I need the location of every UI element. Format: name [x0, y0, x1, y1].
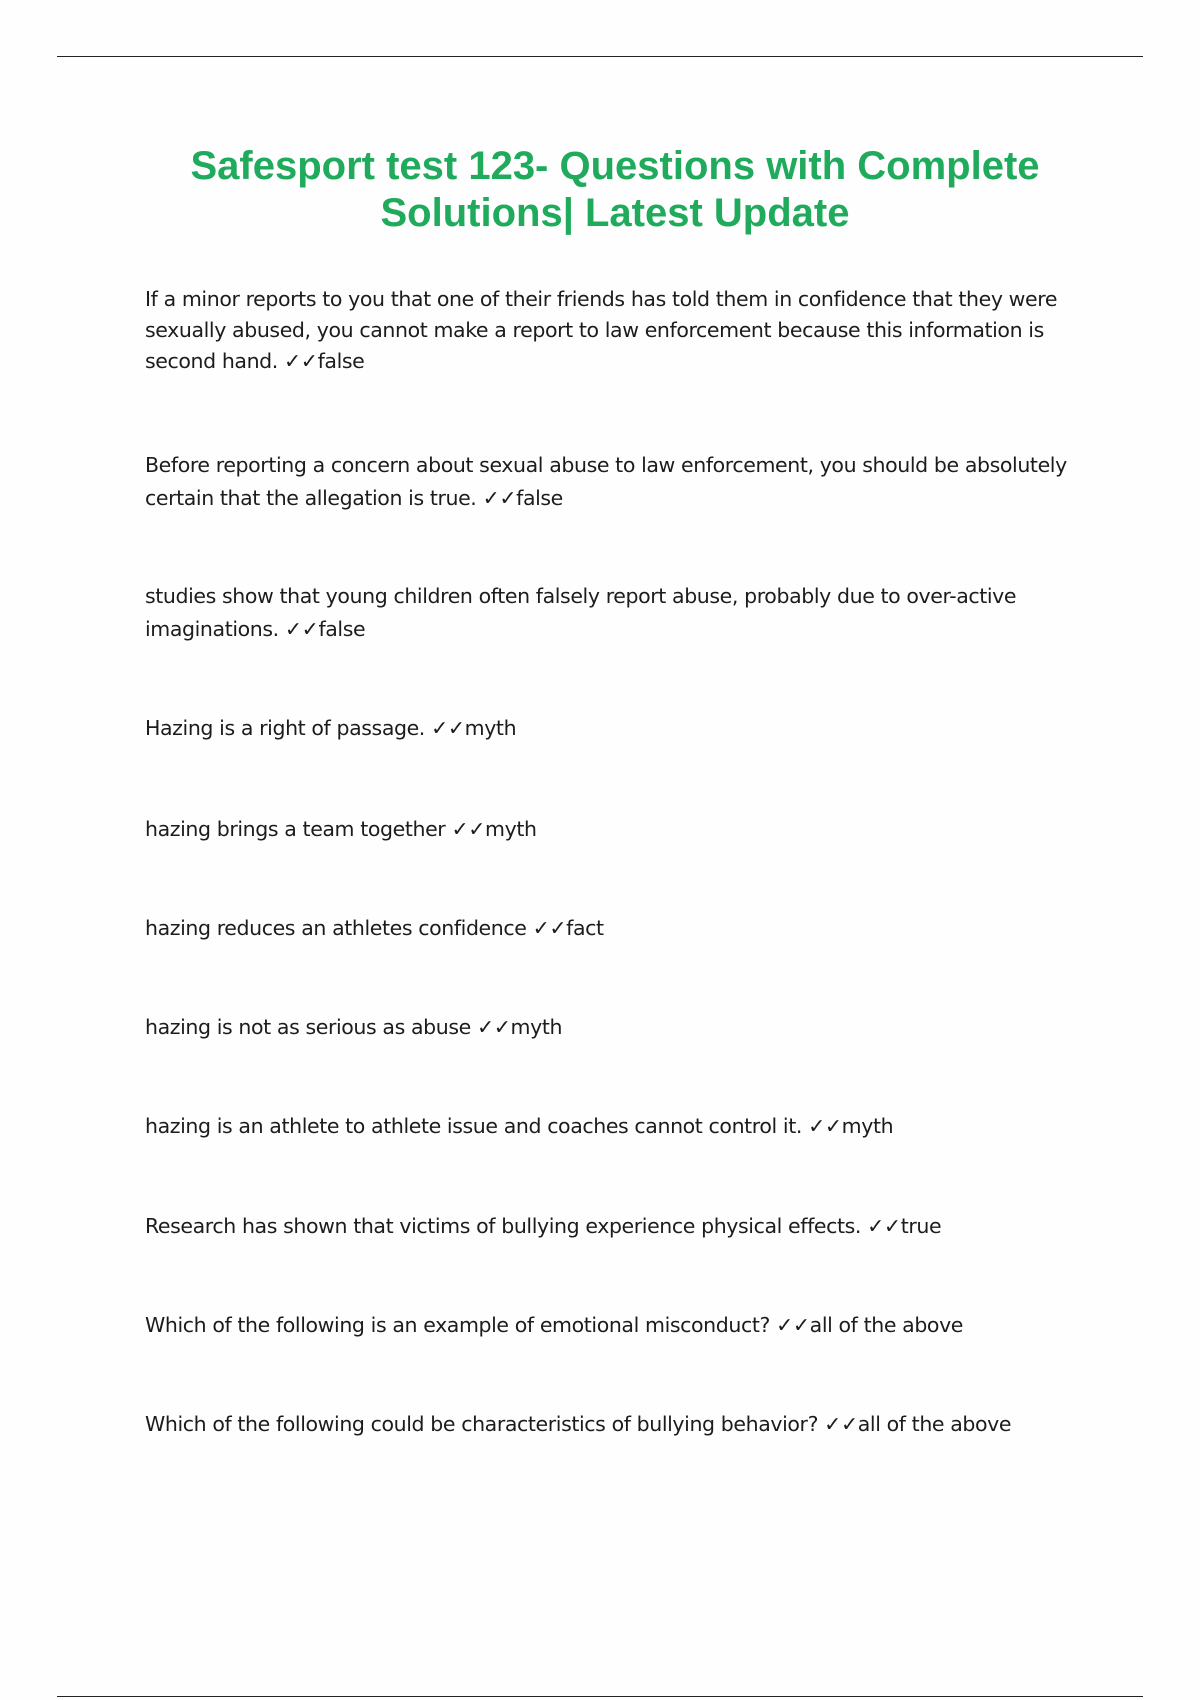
question-text: hazing brings a team together	[145, 817, 446, 841]
footer-rule	[57, 1696, 1143, 1697]
question-text: Hazing is a right of passage.	[145, 716, 425, 740]
question-text: hazing reduces an athletes confidence	[145, 916, 527, 940]
check-icon: ✓✓	[808, 1114, 842, 1138]
check-icon: ✓✓	[824, 1412, 858, 1436]
qa-item-6	[145, 912, 1075, 945]
check-icon: ✓✓	[482, 486, 517, 510]
qa-item-9	[145, 1210, 1075, 1243]
answer-text: myth	[485, 817, 537, 841]
qa-item-4	[145, 712, 1075, 745]
answer-text: myth	[841, 1114, 894, 1138]
check-icon: ✓✓	[532, 916, 567, 940]
question-text: Before reporting a concern about sexual abuse to law enforcement, you should be absolutely certain that the allegation is true.	[145, 453, 1067, 510]
answer-text: all of the above	[809, 1313, 964, 1337]
qa-item-11	[145, 1408, 1075, 1441]
answer-text: false	[516, 486, 563, 510]
qa-item-3	[145, 580, 1075, 646]
check-icon: ✓✓	[476, 1015, 511, 1039]
question-text: hazing is not as serious as abuse	[145, 1015, 471, 1039]
question-text: hazing is an athlete to athlete issue and coaches cannot control it.	[145, 1114, 802, 1138]
question-text: Research has shown that victims of bullying experience physical effects.	[145, 1214, 862, 1238]
document-title	[120, 143, 1110, 237]
question-text: Which of the following could be characteristics of bullying behavior?	[145, 1412, 819, 1436]
title-line-1: Safesport test 123- Questions with Complete	[190, 144, 1040, 188]
question-text: studies show that young children often falsely report abuse, probably due to over-active imaginations.	[145, 584, 1017, 641]
check-icon: ✓✓	[431, 716, 465, 740]
check-icon: ✓✓	[867, 1214, 901, 1238]
check-icon: ✓✓	[776, 1313, 810, 1337]
answer-text: myth	[510, 1015, 563, 1039]
answer-text: all of the above	[857, 1412, 1012, 1436]
qa-item-2	[145, 449, 1075, 515]
answer-text: false	[317, 349, 365, 373]
question-text: Which of the following is an example of emotional misconduct?	[145, 1313, 770, 1337]
qa-item-10	[145, 1309, 1075, 1342]
qa-item-1	[145, 284, 1075, 377]
qa-item-5	[145, 813, 1075, 846]
answer-text: true	[900, 1214, 942, 1238]
header-rule	[57, 56, 1143, 57]
title-line-2: Solutions| Latest Update	[380, 191, 850, 235]
check-icon: ✓✓	[284, 349, 318, 373]
question-text: If a minor reports to you that one of their friends has told them in confidence that they were sexually abused, you cannot make a report to law enforcement because this information is second hand.	[145, 287, 1058, 373]
qa-item-7	[145, 1011, 1075, 1044]
answer-text: fact	[566, 916, 604, 940]
qa-item-8	[145, 1110, 1075, 1143]
answer-text: false	[318, 617, 366, 641]
check-icon: ✓✓	[284, 617, 319, 641]
answer-text: myth	[464, 716, 517, 740]
check-icon: ✓✓	[451, 817, 486, 841]
